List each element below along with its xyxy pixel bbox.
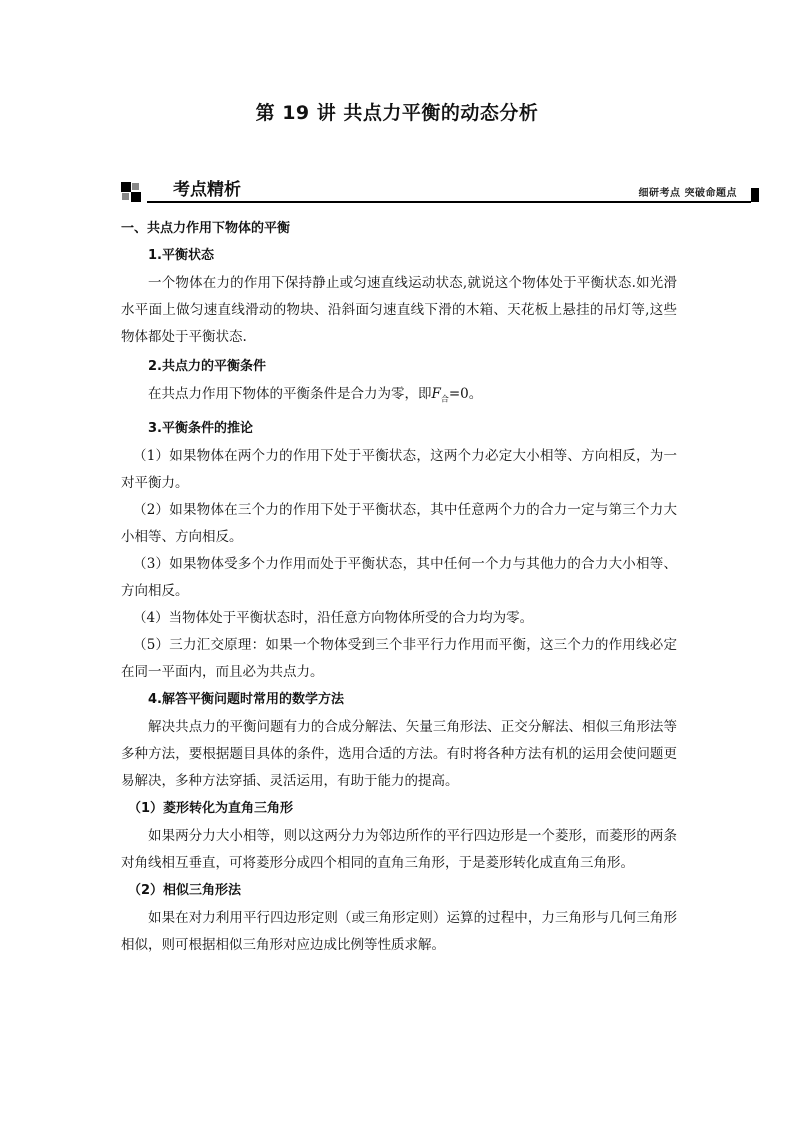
section-divider xyxy=(147,201,751,203)
corollary-item: （2）如果物体在三个力的作用下处于平衡状态，其中任意两个力的合力一定与第三个力大小相等、方向相反。 xyxy=(121,501,677,545)
paragraph-equilibrium-condition xyxy=(121,381,677,413)
corollary-item: （1）如果物体在两个力的作用下处于平衡状态，这两个力必定大小相等、方向相反，为一对平衡力。 xyxy=(121,447,677,491)
formula-rest: =0。 xyxy=(448,386,483,402)
heading-equilibrium: 一、共点力作用下物体的平衡 xyxy=(121,221,291,236)
document-body xyxy=(121,216,677,959)
heading-similar-triangles: （2）相似三角形法 xyxy=(128,882,242,898)
section-squares-icon xyxy=(121,182,145,204)
heading-equilibrium-condition: 2.共点力的平衡条件 xyxy=(148,359,266,374)
heading-equilibrium-state: 1.平衡状态 xyxy=(148,248,214,263)
heading-math-methods: 4.解答平衡问题时常用的数学方法 xyxy=(148,691,344,707)
formula-symbol-F: F xyxy=(431,386,441,402)
condition-text: 在共点力作用下物体的平衡条件是合力为零，即 xyxy=(148,386,432,402)
heading-rhombus-method: （1）菱形转化为直角三角形 xyxy=(128,800,294,816)
paragraph-math-methods: 解决共点力的平衡问题有力的合成分解法、矢量三角形法、正交分解法、相似三角形法等多种方法，要根据题目具体的条件，选用合适的方法。有时将各种方法有机的运用会使问题更易解决，多种方法穿插、灵活运用，有助于能力的提高。 xyxy=(121,718,677,789)
formula-subscript: 合 xyxy=(440,394,449,404)
section-subtitle: 细研考点 突破命题点 xyxy=(638,188,737,199)
corollary-item: （4）当物体处于平衡状态时，沿任意方向物体所受的合力均为零。 xyxy=(133,609,534,626)
section-end-block xyxy=(751,188,759,202)
page-title: 第 19 讲 共点力平衡的动态分析 xyxy=(255,102,539,124)
paragraph-similar-triangles: 如果在对力利用平行四边形定则（或三角形定则）运算的过程中，力三角形与几何三角形相似，则可根据相似三角形对应边成比例等性质求解。 xyxy=(121,909,677,953)
corollary-item: （3）如果物体受多个力作用而处于平衡状态，其中任何一个力与其他力的合力大小相等、方向相反。 xyxy=(121,555,677,599)
section-title: 考点精析 xyxy=(173,180,241,200)
section-header-bar xyxy=(121,178,759,204)
heading-corollaries: 3.平衡条件的推论 xyxy=(148,420,253,436)
paragraph-rhombus-method: 如果两分力大小相等，则以这两分力为邻边所作的平行四边形是一个菱形，而菱形的两条对角线相互垂直，可将菱形分成四个相同的直角三角形，于是菱形转化成直角三角形。 xyxy=(121,827,677,871)
paragraph-equilibrium-state: 一个物体在力的作用下保持静止或匀速直线运动状态,就说这个物体处于平衡状态.如光滑水平面上做匀速直线滑动的物块、沿斜面匀速直线下滑的木箱、天花板上悬挂的吊灯等,这些物体都处于平衡状态. xyxy=(121,275,677,345)
net-force-formula xyxy=(432,386,449,402)
corollary-item: （5）三力汇交原理：如果一个物体受到三个非平行力作用而平衡，这三个力的作用线必定在同一平面内，而且必为共点力。 xyxy=(121,636,677,680)
